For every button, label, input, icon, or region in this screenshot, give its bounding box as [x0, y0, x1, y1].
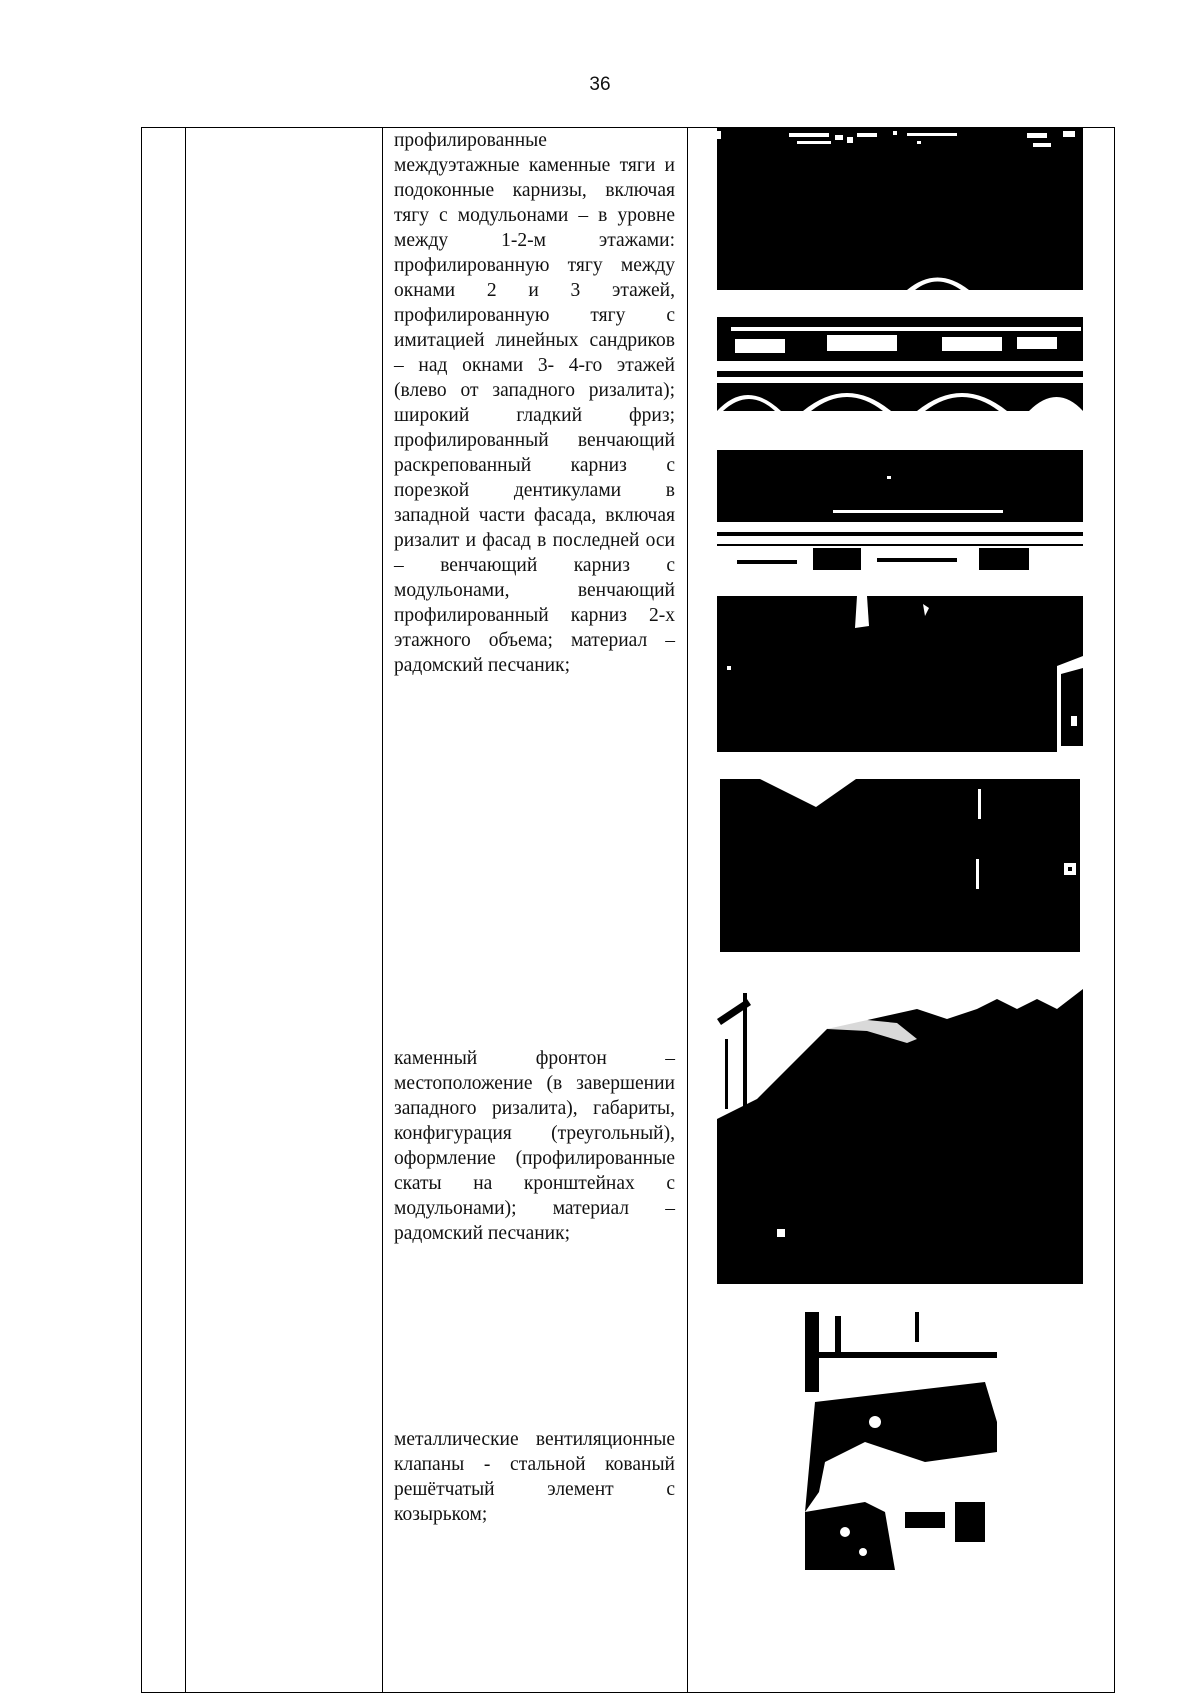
- pediment-photo: [717, 979, 1083, 1284]
- cornices-description: профилированные междуэтажные каменные тяги и подоконные карнизы, включая тягу с модульонами – в уровне между 1-2-м этажами: профилированную тягу между окнами 2 и 3 этажей, профилированную тягу с имитацией линейных сандриков – над окнами 3- 4-го этажей (влево от западного ризалита); широкий гладкий фриз; профилированный венчающий раскрепованный карниз с порезкой дентикулами в западной части фасада, включая ризалит и фасад в последней оси – венчающий карниз с модульонами, венчающий профилированный карниз 2-х этажного объема; материал – радомский песчаник;: [394, 130, 675, 676]
- cornice-photo-5: [720, 779, 1080, 952]
- column-divider-1: [185, 128, 186, 1692]
- cornice-photo-3: [717, 450, 1083, 570]
- page-number: 36: [589, 74, 611, 95]
- vent-valve-photo: [805, 1312, 997, 1570]
- column-divider-2: [382, 128, 383, 1692]
- cornice-photo-1: [717, 127, 1083, 290]
- cornice-photo-4: [717, 596, 1083, 752]
- vent-valves-description: металлические вентиляционные клапаны - стальной кованый решётчатый элемент с козырьком;: [394, 1429, 675, 1525]
- cornice-photo-2: [717, 317, 1083, 411]
- pediment-description: каменный фронтон – местоположение (в завершении западного ризалита), габариты, конфигурация (треугольный), оформление (профилированные скаты на кронштейнах с модульонами); материал – радомский песчаник;: [394, 1048, 675, 1244]
- column-divider-3: [687, 128, 688, 1692]
